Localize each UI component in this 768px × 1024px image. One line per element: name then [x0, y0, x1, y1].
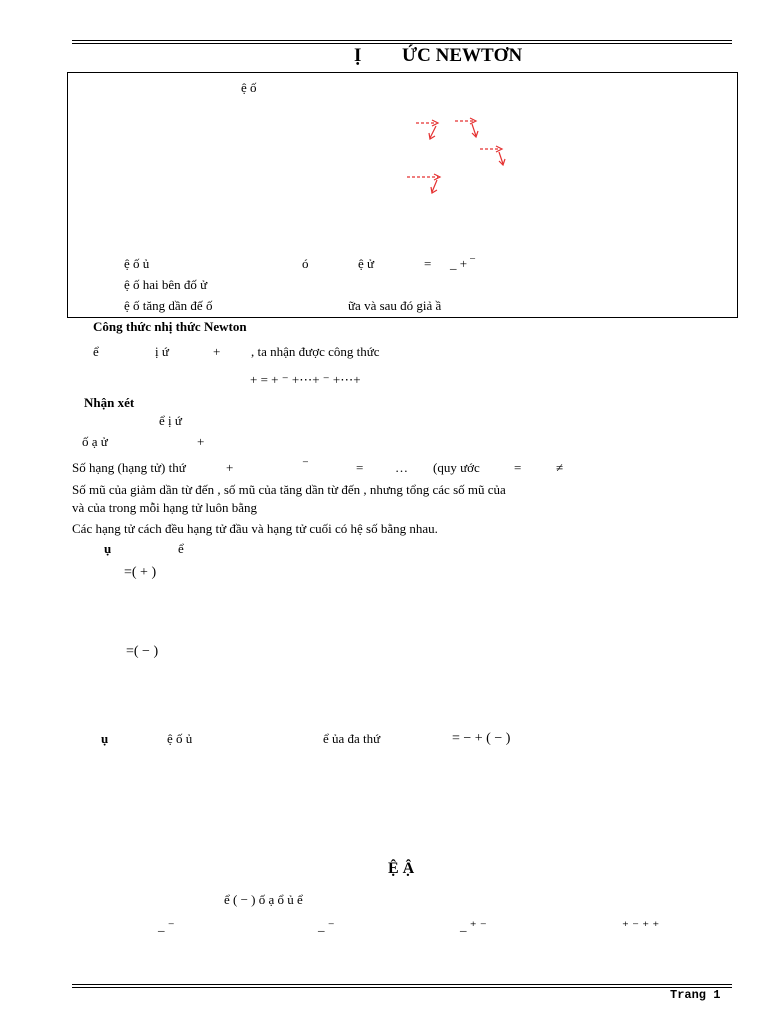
exercises-line2-b: _ ⁻	[318, 918, 335, 933]
remarks-line5: và của trong mỗi hạng tử luôn bằng	[72, 500, 258, 515]
exercises-heading: Ệ Ậ	[388, 860, 415, 877]
remarks-line6: Các hạng tử cách đều hạng tử đầu và hạng tử cuối có hệ số bằng nhau.	[72, 521, 438, 536]
example1-expr1: =( + )	[124, 565, 157, 580]
arrow-group-1	[416, 120, 438, 139]
remarks-line2-a: ố ạ ử	[82, 434, 108, 449]
remarks-line3-g: =	[514, 460, 522, 475]
footer-rule-top	[72, 984, 732, 985]
newton-intro-b: ị ứ	[155, 344, 169, 359]
box-line1-b: ó	[302, 256, 309, 271]
remarks-line2-plus: +	[197, 434, 205, 449]
box-line1-c: ệ ử	[358, 256, 375, 271]
newton-intro-c: , ta nhận được công thức	[251, 344, 380, 359]
page-number: Trang 1	[670, 988, 721, 1002]
box-line1-a: ệ ố ủ	[124, 256, 150, 271]
arrow-diagram	[400, 112, 520, 202]
example1-expr2: =( − )	[126, 644, 159, 659]
remarks-line4: Số mũ của giảm dần từ đến , số mũ của tăng dần từ đến , nhưng tổng các số mũ của	[72, 482, 506, 497]
arrow-group-2	[455, 118, 478, 137]
remarks-line3-f: (quy ước	[433, 460, 480, 475]
remarks-line3-b: +	[226, 460, 234, 475]
remarks-line3-h: ≠	[556, 460, 564, 475]
box-line3-a: ệ ố tăng dần đế ố	[124, 298, 213, 313]
exercises-line2-a: _ ⁻	[158, 918, 175, 933]
box-line1-formula: _ + ‾	[450, 256, 475, 271]
arrow-group-4	[407, 174, 440, 193]
page-title-part2: ỨC NEWTƠN	[402, 45, 523, 66]
remarks-line1: ể ị ứ	[159, 413, 182, 428]
exercises-line1: ể ( − ) ố ạ ổ ủ ể	[224, 892, 303, 907]
newton-intro-plus: +	[213, 344, 221, 359]
box-line3-b: ữa và sau đó giả ầ	[348, 298, 442, 313]
exercises-line2-d: ⁺ ⁻ ⁺ ⁺	[622, 918, 660, 933]
box-line2: ệ ố hai bên đố ử	[124, 277, 208, 292]
example2-formula: = − + ( − )	[452, 731, 511, 746]
example1-label: ụ	[104, 541, 112, 556]
example2-text-b: ể ủa đa thứ	[323, 731, 381, 746]
example1-label-b: ể	[178, 541, 184, 556]
remarks-line3-d: =	[356, 460, 364, 475]
remarks-heading: Nhận xét	[84, 395, 135, 410]
example2-label: ụ	[101, 731, 109, 746]
newton-intro-a: ể	[93, 344, 99, 359]
example2-text-a: ệ ố ủ	[167, 731, 193, 746]
page-title-part1: Ị	[354, 45, 362, 66]
box-label-top: ệ ố	[241, 80, 257, 95]
remarks-line3-a: Số hạng (hạng tử) thứ	[72, 460, 186, 475]
footer-rule-bottom	[72, 987, 732, 988]
header-rule-bottom	[72, 43, 732, 44]
header-rule-top	[72, 40, 732, 41]
remarks-line3-e: …	[395, 460, 408, 475]
arrow-group-3	[480, 146, 505, 165]
exercises-line2-c: _ ⁺ ⁻	[460, 918, 487, 933]
newton-formula: + = + ⁻ +⋯+ ⁻ +⋯+	[250, 372, 361, 387]
box-line1-eq: =	[424, 256, 432, 271]
remarks-line3-c: ⁻	[302, 456, 309, 471]
newton-heading: Công thức nhị thức Newton	[93, 319, 247, 334]
